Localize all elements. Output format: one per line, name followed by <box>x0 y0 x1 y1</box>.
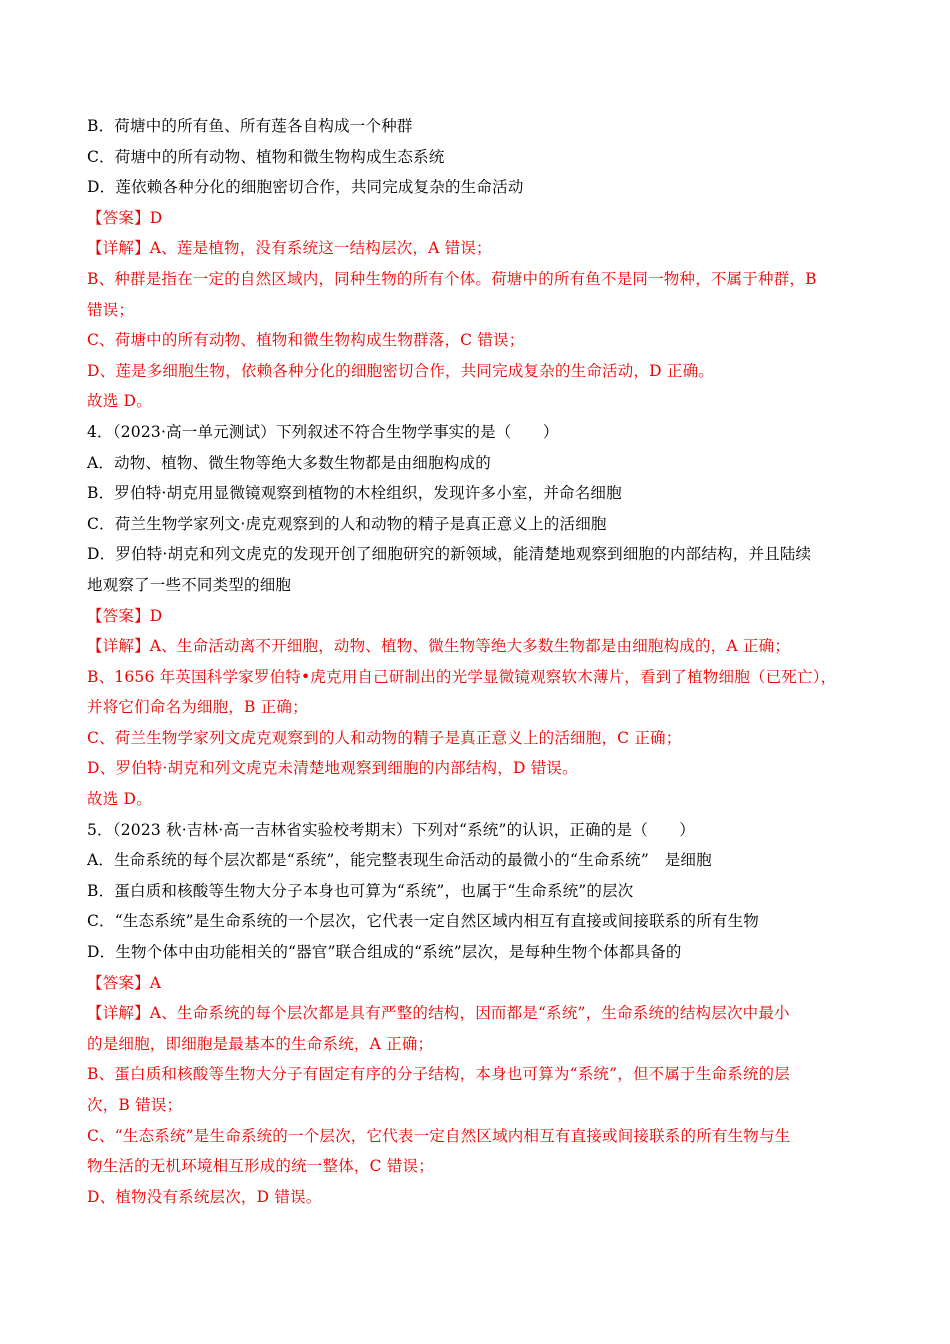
explanation-line: B、1656 年英国科学家罗伯特•虎克用自己研制出的光学显微镜观察软木薄片，看到了植物细胞（已死亡）， <box>87 667 837 686</box>
explanation-line: C、“生态系统”是生命系统的一个层次，它代表一定自然区域内相互有直接或间接联系的所有生物与生 <box>87 1126 791 1145</box>
answer-line: 【答案】D <box>87 606 163 625</box>
option-a-line: A．生命系统的每个层次都是“系统”，能完整表现生命活动的最微小的“生命系统” 是细胞 <box>87 851 712 870</box>
explanation-line: 的是细胞，即细胞是最基本的生命系统，A 正确； <box>87 1034 434 1053</box>
explanation-line: B、蛋白质和核酸等生物大分子有固定有序的分子结构，本身也可算为“系统”，但不属于生命系统的层 <box>87 1065 790 1084</box>
document-body <box>87 111 877 1212</box>
explanation-line: C、荷兰生物学家列文虎克观察到的人和动物的精子是真正意义上的活细胞，C 正确； <box>87 728 682 747</box>
option-c-line: C．荷兰生物学家列文·虎克观察到的人和动物的精子是真正意义上的活细胞 <box>87 514 607 533</box>
conclusion-line: 故选 D。 <box>87 392 152 411</box>
answer-line: 【答案】A <box>87 973 162 992</box>
option-d-line: D．罗伯特·胡克和列文虎克的发现开创了细胞研究的新领域，能清楚地观察到细胞的内部结构，并且陆续 <box>87 545 812 564</box>
explanation-line: 【详解】A、生命系统的每个层次都是具有严整的结构，因而都是“系统”，生命系统的结构层次中最小 <box>87 1004 790 1023</box>
option-d-line: D．莲依赖各种分化的细胞密切合作，共同完成复杂的生命活动 <box>87 178 524 197</box>
option-c-line: C．荷塘中的所有动物、植物和微生物构成生态系统 <box>87 147 445 166</box>
explanation-line: 【详解】A、莲是植物，没有系统这一结构层次，A 错误； <box>87 239 492 258</box>
explanation-line: C、荷塘中的所有动物、植物和微生物构成生物群落，C 错误； <box>87 331 525 350</box>
option-b-line: B．蛋白质和核酸等生物大分子本身也可算为“系统”，也属于“生命系统”的层次 <box>87 881 634 900</box>
explanation-line: 物生活的无机环境相互形成的统一整体，C 错误； <box>87 1157 434 1176</box>
option-c-line: C．“生态系统”是生命系统的一个层次，它代表一定自然区域内相互有直接或间接联系的所有生物 <box>87 912 760 931</box>
option-d-line-continued: 地观察了一些不同类型的细胞 <box>87 575 292 594</box>
explanation-line: 并将它们命名为细胞，B 正确； <box>87 698 308 717</box>
explanation-line: 【详解】A、生命活动离不开细胞，动物、植物、微生物等绝大多数生物都是由细胞构成的，A 正确； <box>87 637 791 656</box>
option-b-line: B．荷塘中的所有鱼、所有莲各自构成一个种群 <box>87 117 413 135</box>
explanation-line: 错误； <box>87 300 135 319</box>
question-5-stem: 5．（2023 秋·吉林·高一吉林省实验校考期末）下列对“系统”的认识，正确的是（ ） <box>87 820 695 839</box>
explanation-line: 次，B 错误； <box>87 1096 183 1114</box>
explanation-line: B、种群是指在一定的自然区域内，同种生物的所有个体。荷塘中的所有鱼不是同一物种，不属于种群，B <box>87 269 817 288</box>
conclusion-line: 故选 D。 <box>87 790 152 809</box>
option-a-line: A．动物、植物、微生物等绝大多数生物都是由细胞构成的 <box>87 453 491 472</box>
option-d-line: D．生物个体中由功能相关的“器官”联合组成的“系统”层次，是每种生物个体都具备的 <box>87 943 682 962</box>
explanation-line: D、植物没有系统层次，D 错误。 <box>87 1187 322 1206</box>
explanation-line: D、莲是多细胞生物，依赖各种分化的细胞密切合作，共同完成复杂的生命活动，D 正确。 <box>87 361 714 380</box>
explanation-line: D、罗伯特·胡克和列文虎克未清楚地观察到细胞的内部结构，D 错误。 <box>87 759 578 778</box>
question-4-stem: 4．（2023·高一单元测试）下列叙述不符合生物学事实的是（ ） <box>87 422 559 441</box>
option-b-line: B．罗伯特·胡克用显微镜观察到植物的木栓组织，发现许多小室，并命名细胞 <box>87 484 622 503</box>
answer-line: 【答案】D <box>87 208 163 227</box>
